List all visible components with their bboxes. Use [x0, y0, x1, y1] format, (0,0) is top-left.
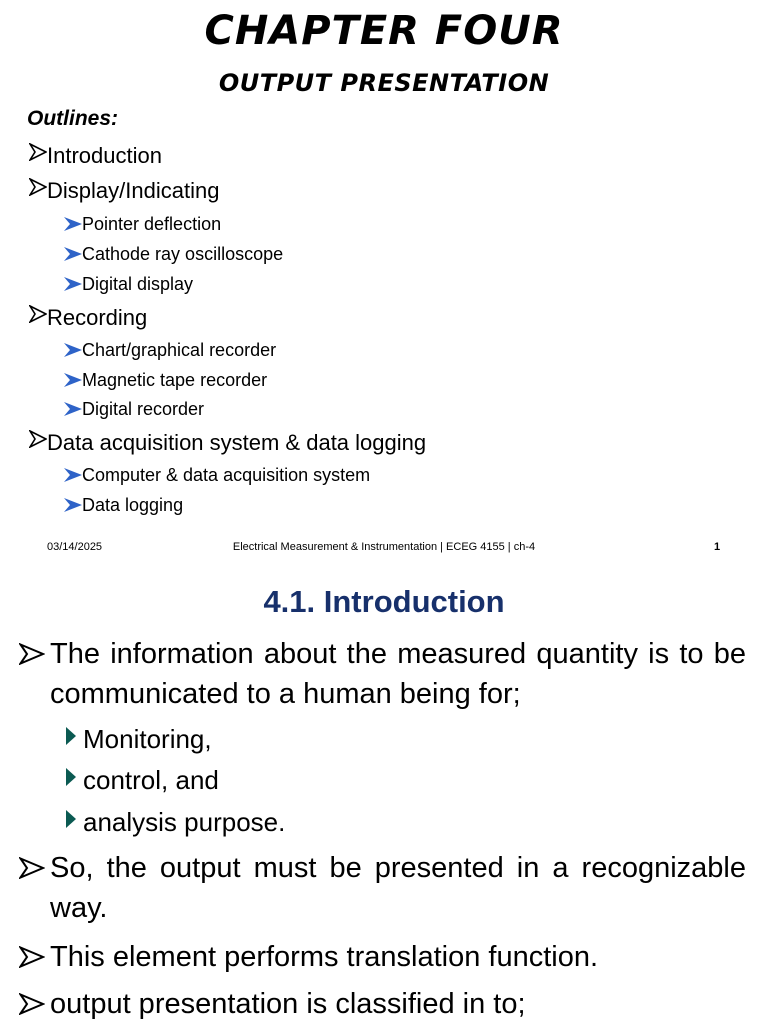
chapter-subtitle: OUTPUT PRESENTATION — [218, 69, 550, 97]
outline-item-introduction — [29, 141, 162, 171]
outline-subitem-digital-display — [64, 272, 193, 296]
bullet-point — [19, 984, 746, 1024]
outline-subitem-chart-recorder — [64, 338, 276, 362]
blue-arrowhead-icon — [64, 247, 82, 261]
outlines-label: Outlines: — [27, 107, 119, 130]
outline-subitem-label: Chart/graphical recorder — [82, 339, 277, 360]
outline-subitem-label: Digital display — [82, 273, 194, 294]
bullet-point — [19, 937, 746, 977]
blue-arrowhead-icon — [64, 343, 82, 357]
outline-subitem-magnetic-tape-recorder — [64, 368, 267, 392]
outline-subitem-data-logging — [64, 493, 183, 517]
outline-subitem-cathode-ray-oscilloscope — [64, 242, 283, 266]
outline-subitem-label: Data logging — [82, 494, 184, 515]
slide-introduction — [0, 565, 768, 1024]
hollow-arrowhead-icon — [29, 305, 47, 323]
blue-arrowhead-icon — [64, 498, 82, 512]
bullet-point — [19, 634, 746, 714]
blue-arrowhead-icon — [64, 373, 82, 387]
sub-bullet — [66, 764, 219, 796]
bullet-text: The information about the measured quantity is to be communicated to a human being for; — [50, 638, 746, 710]
bullet-text: This element performs translation function. — [50, 941, 599, 973]
outline-subitem-label: Magnetic tape recorder — [82, 369, 268, 390]
outline-item-display-indicating — [29, 176, 219, 206]
outline-subitem-label: Computer & data acquisition system — [82, 464, 371, 485]
sub-bullet — [66, 723, 212, 755]
hollow-arrowhead-icon — [19, 643, 45, 665]
bullet-text: output presentation is classified in to; — [50, 988, 526, 1020]
hollow-arrowhead-icon — [29, 143, 47, 161]
hollow-arrowhead-icon — [29, 178, 47, 196]
sub-bullet-text: analysis purpose. — [83, 807, 286, 837]
teal-triangle-icon — [66, 768, 76, 786]
outline-subitem-digital-recorder — [64, 397, 204, 421]
hollow-arrowhead-icon — [19, 993, 45, 1015]
outline-item-label: Introduction — [47, 143, 162, 168]
outline-item-label: Recording — [47, 305, 148, 330]
hollow-arrowhead-icon — [19, 857, 45, 879]
blue-arrowhead-icon — [64, 277, 82, 291]
outline-subitem-label: Cathode ray oscilloscope — [82, 243, 284, 264]
teal-triangle-icon — [66, 810, 76, 828]
blue-arrowhead-icon — [64, 468, 82, 482]
outline-subitem-pointer-deflection — [64, 212, 221, 236]
sub-bullet-text: Monitoring, — [83, 724, 212, 754]
teal-triangle-icon — [66, 727, 76, 745]
section-title: 4.1. Introduction — [263, 584, 505, 619]
footer-date: 03/14/2025 — [47, 541, 103, 553]
outline-item-data-acquisition — [29, 428, 426, 458]
bullet-text: So, the output must be presented in a recognizable way. — [50, 852, 746, 924]
hollow-arrowhead-icon — [19, 946, 45, 968]
footer-page-number: 1 — [714, 541, 721, 553]
outline-subitem-label: Pointer deflection — [82, 213, 222, 234]
outline-item-label: Display/Indicating — [47, 178, 220, 203]
outline-item-label: Data acquisition system & data logging — [47, 430, 427, 455]
hollow-arrowhead-icon — [29, 430, 47, 448]
outline-subitem-computer-daq — [64, 463, 370, 487]
sub-bullet-text: control, and — [83, 765, 219, 795]
outline-subitem-label: Digital recorder — [82, 398, 205, 419]
chapter-title: CHAPTER FOUR — [204, 8, 564, 54]
footer-course: Electrical Measurement & Instrumentation | ECEG 4155 | ch-4 — [232, 541, 536, 553]
blue-arrowhead-icon — [64, 217, 82, 231]
outline-item-recording — [29, 303, 147, 333]
blue-arrowhead-icon — [64, 402, 82, 416]
bullet-point — [19, 848, 746, 928]
sub-bullet — [66, 806, 285, 838]
